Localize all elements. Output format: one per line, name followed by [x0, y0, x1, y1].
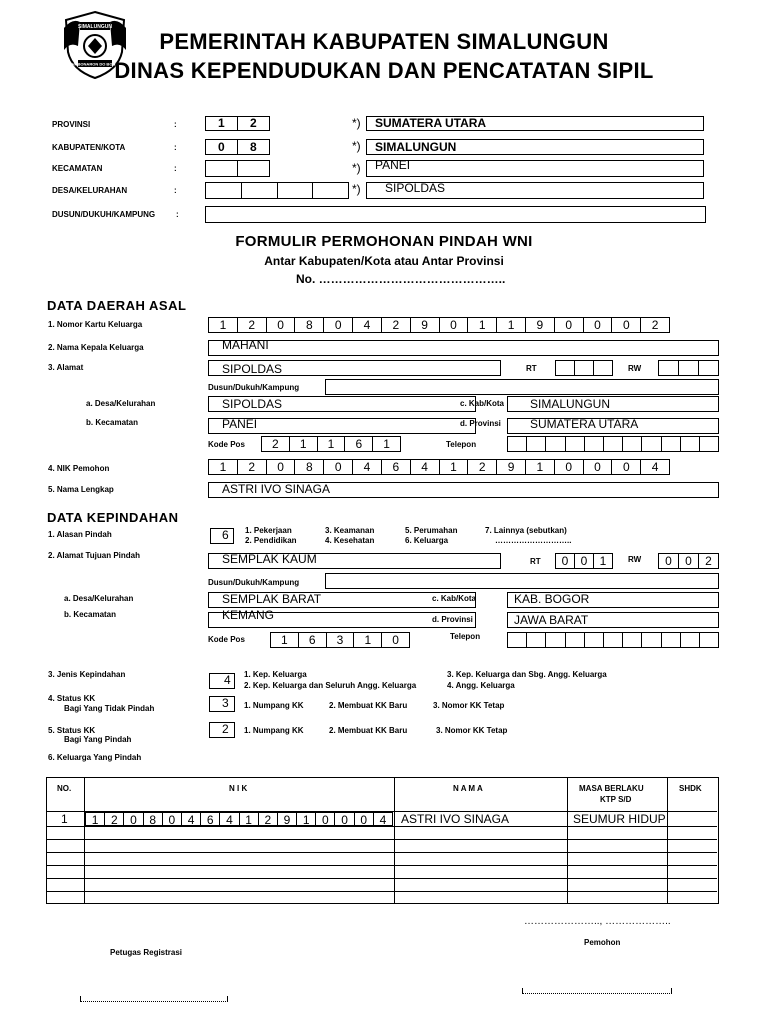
- kepala-value: MAHANI: [222, 338, 269, 352]
- kodepos-label: Kode Pos: [208, 440, 245, 449]
- table-nik-digit: 6: [201, 812, 220, 826]
- desa-label: a. Desa/Kelurahan: [64, 594, 134, 603]
- alasan-option: 3. Keamanan: [325, 526, 375, 535]
- kodepos-cells[interactable]: [270, 632, 410, 648]
- nkk-digit: 9: [411, 317, 440, 333]
- divider: [47, 839, 717, 840]
- status-tidak-option: 2. Membuat KK Baru: [329, 701, 408, 710]
- divider: [567, 778, 568, 903]
- star-note: *): [352, 182, 361, 196]
- nik-digit-cells[interactable]: [208, 459, 670, 475]
- nkk-digit: 2: [238, 317, 267, 333]
- nik-digit: 0: [612, 459, 641, 475]
- pemohon-signature-line[interactable]: [522, 988, 672, 994]
- family-table: [46, 777, 719, 904]
- nkk-digit: 0: [324, 317, 353, 333]
- nik-digit: 2: [238, 459, 267, 475]
- status-pindah-label: 5. Status KK: [48, 726, 96, 735]
- prov-label: d. Provinsi: [460, 419, 501, 428]
- logo-top-text: SIMALUNGUN: [78, 24, 112, 30]
- prov-value: JAWA BARAT: [514, 613, 589, 627]
- table-nik-digit: 1: [240, 812, 259, 826]
- kabkota-code-digit: 0: [218, 140, 225, 154]
- kab-label: c. Kab/Kota: [460, 399, 505, 408]
- colon: :: [174, 186, 177, 195]
- rw-digit: 2: [699, 553, 719, 569]
- jenis-label: 3. Jenis Kepindahan: [48, 670, 126, 679]
- dusun-label: Dusun/Dukuh/Kampung: [208, 383, 300, 392]
- alasan-option: 2. Pendidikan: [245, 536, 297, 545]
- status-pindah-option: 1. Numpang KK: [244, 726, 304, 735]
- table-nik-digit: 0: [124, 812, 143, 826]
- nkk-digit: 0: [584, 317, 613, 333]
- kecamatan-name: PANEI: [375, 158, 411, 172]
- table-nik-digit: 1: [85, 812, 105, 826]
- nama-label: 5. Nama Lengkap: [48, 485, 114, 494]
- divider: [47, 878, 717, 879]
- telepon-label: Telepon: [450, 632, 481, 641]
- nik-digit: 1: [440, 459, 469, 475]
- kodepos-digit: 2: [261, 436, 290, 452]
- alamat-label: 3. Alamat: [48, 363, 84, 372]
- kodepos-digit: 6: [299, 632, 327, 648]
- kab-value: SIMALUNGUN: [530, 397, 611, 411]
- table-header-nama: N A M A: [453, 784, 483, 793]
- nkk-digit: 1: [497, 317, 526, 333]
- form-title: FORMULIR PERMOHONAN PINDAH WNI: [235, 233, 533, 250]
- rw-digit: 0: [658, 553, 679, 569]
- table-nik-digit: 2: [259, 812, 278, 826]
- alasan-label: 1. Alasan Pindah: [48, 530, 112, 539]
- nama-value: ASTRI IVO SINAGA: [222, 482, 331, 496]
- alasan-option: 1. Pekerjaan: [245, 526, 292, 535]
- nik-label: 4. NIK Pemohon: [48, 464, 110, 473]
- table-row-nama: ASTRI IVO SINAGA: [401, 812, 510, 826]
- nkk-label: 1. Nomor Kartu Keluarga: [48, 320, 143, 329]
- table-row-nik-cells: [85, 812, 393, 826]
- status-pindah-option: 2. Membuat KK Baru: [329, 726, 408, 735]
- nik-digit: 4: [353, 459, 382, 475]
- table-nik-digit: 0: [163, 812, 182, 826]
- desa-value: SIPOLDAS: [222, 397, 283, 411]
- provinsi-code-digit: 1: [218, 116, 225, 130]
- star-note: *): [352, 116, 361, 130]
- table-nik-digit: 1: [297, 812, 316, 826]
- kab-value: KAB. BOGOR: [514, 592, 590, 606]
- kodepos-digit: 6: [345, 436, 373, 452]
- provinsi-name: SUMATERA UTARA: [375, 116, 487, 130]
- nkk-digit: 0: [267, 317, 296, 333]
- table-header-masa: MASA BERLAKU: [579, 784, 644, 793]
- nik-digit: 0: [584, 459, 613, 475]
- colon: :: [176, 210, 179, 219]
- table-nik-digit: 4: [374, 812, 393, 826]
- divider: [237, 139, 238, 155]
- nik-digit: 2: [468, 459, 497, 475]
- keluarga-label: 6. Keluarga Yang Pindah: [48, 753, 142, 762]
- provinsi-label: PROVINSI: [52, 120, 91, 129]
- kec-value: PANEI: [222, 417, 258, 431]
- jenis-box[interactable]: [209, 673, 235, 689]
- desa-value: SEMPLAK BARAT: [222, 592, 322, 606]
- kecamatan-name-box[interactable]: [366, 160, 704, 177]
- jenis-option: 1. Kep. Keluarga: [244, 670, 307, 679]
- table-row-no: 1: [61, 812, 68, 826]
- nik-digit: 0: [267, 459, 296, 475]
- logo-motto-text: HABONARON DO BONA: [71, 61, 119, 67]
- alamat-tujuan-value: SEMPLAK KAUM: [222, 552, 317, 566]
- pemohon-label: Pemohon: [584, 938, 621, 947]
- nkk-digit: 4: [353, 317, 382, 333]
- dusun-box[interactable]: [325, 573, 719, 589]
- table-header-nik: N I K: [229, 784, 248, 793]
- kodepos-digit: 1: [270, 632, 299, 648]
- section-title-pindah: DATA KEPINDAHAN: [47, 510, 179, 525]
- table-nik-digit: 8: [144, 812, 163, 826]
- alasan-option: 7. Lainnya (sebutkan): [485, 526, 567, 535]
- nkk-digit: 2: [382, 317, 411, 333]
- jenis-option: 4. Angg. Keluarga: [447, 681, 515, 690]
- kabkota-code-digit: 8: [250, 140, 257, 154]
- kodepos-cells[interactable]: [261, 436, 401, 452]
- nkk-digit: 9: [526, 317, 555, 333]
- rt-cells[interactable]: [555, 553, 613, 569]
- kec-label: b. Kecamatan: [64, 610, 117, 619]
- status-tidak-option: 1. Numpang KK: [244, 701, 304, 710]
- alasan-option: 4. Kesehatan: [325, 536, 375, 545]
- colon: :: [174, 164, 177, 173]
- table-row-masa: SEUMUR HIDUP: [573, 812, 666, 826]
- kodepos-digit: 1: [373, 436, 401, 452]
- rw-label: RW: [628, 555, 642, 564]
- nik-digit: 1: [208, 459, 238, 475]
- date-line: ………………….., ………………..: [524, 916, 671, 927]
- section-title-asal: DATA DAERAH ASAL: [47, 298, 187, 313]
- nik-digit: 8: [295, 459, 324, 475]
- prov-label: d. Provinsi: [432, 615, 473, 624]
- kodepos-label: Kode Pos: [208, 635, 245, 644]
- divider: [237, 116, 238, 131]
- colon: :: [174, 143, 177, 152]
- rw-label: RW: [628, 364, 642, 373]
- kodepos-digit: 1: [318, 436, 346, 452]
- desa-label: a. Desa/Kelurahan: [86, 399, 156, 408]
- nik-digit: 9: [497, 459, 526, 475]
- divider: [84, 778, 85, 903]
- rt-label: RT: [526, 364, 537, 373]
- desa-name: SIPOLDAS: [385, 181, 446, 195]
- telepon-cells[interactable]: [507, 632, 719, 648]
- table-nik-digit: 9: [278, 812, 297, 826]
- table-header-masa: KTP S/D: [600, 795, 632, 804]
- dusun-label: Dusun/Dukuh/Kampung: [208, 578, 300, 587]
- rw-digit: 0: [679, 553, 699, 569]
- form-number: No. ………………………………………..: [296, 272, 506, 286]
- nkk-digit: 0: [440, 317, 469, 333]
- table-nik-digit: 0: [335, 812, 354, 826]
- rw-cells[interactable]: [658, 360, 719, 376]
- kab-label: c. Kab/Kota: [432, 594, 477, 603]
- rt-digit: 0: [575, 553, 594, 569]
- status-tidak-value: 3: [222, 696, 229, 710]
- nik-digit: 0: [324, 459, 353, 475]
- telepon-label: Telepon: [446, 440, 477, 449]
- petugas-label: Petugas Registrasi: [110, 948, 183, 957]
- jenis-option: 2. Kep. Keluarga dan Seluruh Angg. Keluarga: [244, 681, 417, 690]
- kepala-label: 2. Nama Kepala Keluarga: [48, 343, 144, 352]
- divider: [667, 778, 668, 903]
- status-tidak-label: Bagi Yang Tidak Pindah: [64, 704, 155, 713]
- rt-digit: 1: [594, 553, 613, 569]
- table-nik-digit: 4: [220, 812, 239, 826]
- table-nik-digit: 2: [105, 812, 124, 826]
- rt-digit: 0: [555, 553, 575, 569]
- divider: [47, 852, 717, 853]
- star-note: *): [352, 139, 361, 153]
- table-nik-digit: 0: [316, 812, 335, 826]
- nik-digit: 1: [526, 459, 555, 475]
- table-header-no: NO.: [57, 784, 72, 793]
- divider: [237, 160, 238, 177]
- colon: :: [174, 120, 177, 129]
- dusun-label: DUSUN/DUKUH/KAMPUNG: [52, 210, 156, 219]
- nik-digit: 6: [382, 459, 411, 475]
- provinsi-code-digit: 2: [250, 116, 257, 130]
- form-subtitle: Antar Kabupaten/Kota atau Antar Provinsi: [264, 254, 504, 268]
- nkk-digit: 2: [641, 317, 670, 333]
- alasan-value: 6: [222, 528, 229, 542]
- nkk-digit-cells[interactable]: [208, 317, 670, 333]
- table-nik-digit: 4: [182, 812, 201, 826]
- alamat-tujuan-label: 2. Alamat Tujuan Pindah: [48, 551, 141, 560]
- status-tidak-option: 3. Nomor KK Tetap: [433, 701, 505, 710]
- divider: [47, 865, 717, 866]
- nik-digit: 4: [411, 459, 440, 475]
- table-nik-digit: 0: [355, 812, 374, 826]
- jenis-option: 3. Kep. Keluarga dan Sbg. Angg. Keluarga: [447, 670, 607, 679]
- desa-label: DESA/KELURAHAN: [52, 186, 128, 195]
- nik-digit: 4: [641, 459, 670, 475]
- nkk-digit: 8: [295, 317, 324, 333]
- header-title-2: DINAS KEPENDUDUKAN DAN PENCATATAN SIPIL: [114, 58, 654, 83]
- kodepos-digit: 1: [354, 632, 382, 648]
- nkk-digit: 0: [612, 317, 641, 333]
- jenis-value: 4: [224, 673, 231, 687]
- nkk-digit: 1: [468, 317, 497, 333]
- alasan-lainnya-line: ………………………..: [495, 536, 572, 545]
- kabkota-label: KABUPATEN/KOTA: [52, 143, 126, 152]
- status-pindah-label: Bagi Yang Pindah: [64, 735, 132, 744]
- nkk-digit: 1: [208, 317, 238, 333]
- telepon-cells[interactable]: [507, 436, 719, 452]
- status-pindah-option: 3. Nomor KK Tetap: [436, 726, 508, 735]
- kecamatan-label: KECAMATAN: [52, 164, 103, 173]
- kabkota-name: SIMALUNGUN: [375, 140, 457, 154]
- kepala-box[interactable]: [208, 340, 719, 356]
- dusun-box[interactable]: [325, 379, 719, 395]
- alamat-value: SIPOLDAS: [222, 362, 283, 376]
- desa-code-cells[interactable]: [205, 182, 349, 199]
- divider: [47, 891, 717, 892]
- status-tidak-label: 4. Status KK: [48, 694, 96, 703]
- alasan-option: 6. Keluarga: [405, 536, 449, 545]
- kec-value: KEMANG: [222, 608, 275, 622]
- nik-digit: 0: [555, 459, 584, 475]
- dusun-box[interactable]: [205, 206, 706, 223]
- petugas-signature-line[interactable]: [80, 996, 228, 1002]
- star-note: *): [352, 161, 361, 175]
- rt-label: RT: [530, 557, 541, 566]
- nkk-digit: 0: [555, 317, 584, 333]
- table-header-shdk: SHDK: [679, 784, 702, 793]
- prov-value: SUMATERA UTARA: [530, 417, 639, 431]
- rt-cells[interactable]: [555, 360, 613, 376]
- kodepos-digit: 0: [382, 632, 410, 648]
- rw-cells[interactable]: [658, 553, 719, 569]
- kodepos-digit: 3: [327, 632, 355, 648]
- header-title-1: PEMERINTAH KABUPATEN SIMALUNGUN: [159, 29, 609, 54]
- alasan-option: 5. Perumahan: [405, 526, 458, 535]
- status-pindah-value: 2: [222, 722, 229, 736]
- kec-label: b. Kecamatan: [86, 418, 139, 427]
- kodepos-digit: 1: [290, 436, 318, 452]
- divider: [394, 778, 395, 903]
